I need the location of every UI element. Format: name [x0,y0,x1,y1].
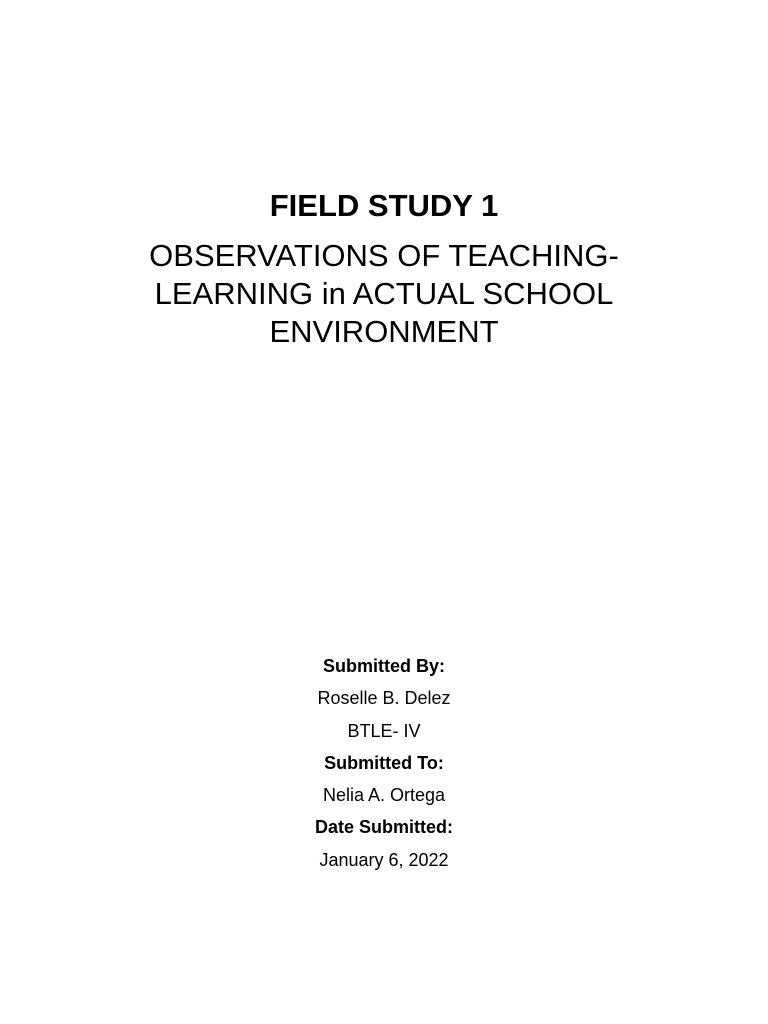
subtitle-line: OBSERVATIONS OF TEACHING- [149,238,619,273]
submitted-to-name: Nelia A. Ortega [322,785,446,806]
submitted-to-label: Submitted To: [324,752,444,773]
page-subtitle [84,237,684,351]
subtitle-line: ENVIRONMENT [269,314,499,349]
subtitle-line: LEARNING in ACTUAL SCHOOL [154,276,614,311]
date-submitted-label: Date Submitted: [314,817,453,838]
date-submitted-value: January 6, 2022 [319,849,449,870]
submission-details [0,652,768,878]
submitted-by-label: Submitted By: [322,656,445,676]
submitted-by-name: Roselle B. Delez [317,688,451,709]
page-title: FIELD STUDY 1 [269,188,499,223]
course-section: BTLE- IV [347,720,421,741]
